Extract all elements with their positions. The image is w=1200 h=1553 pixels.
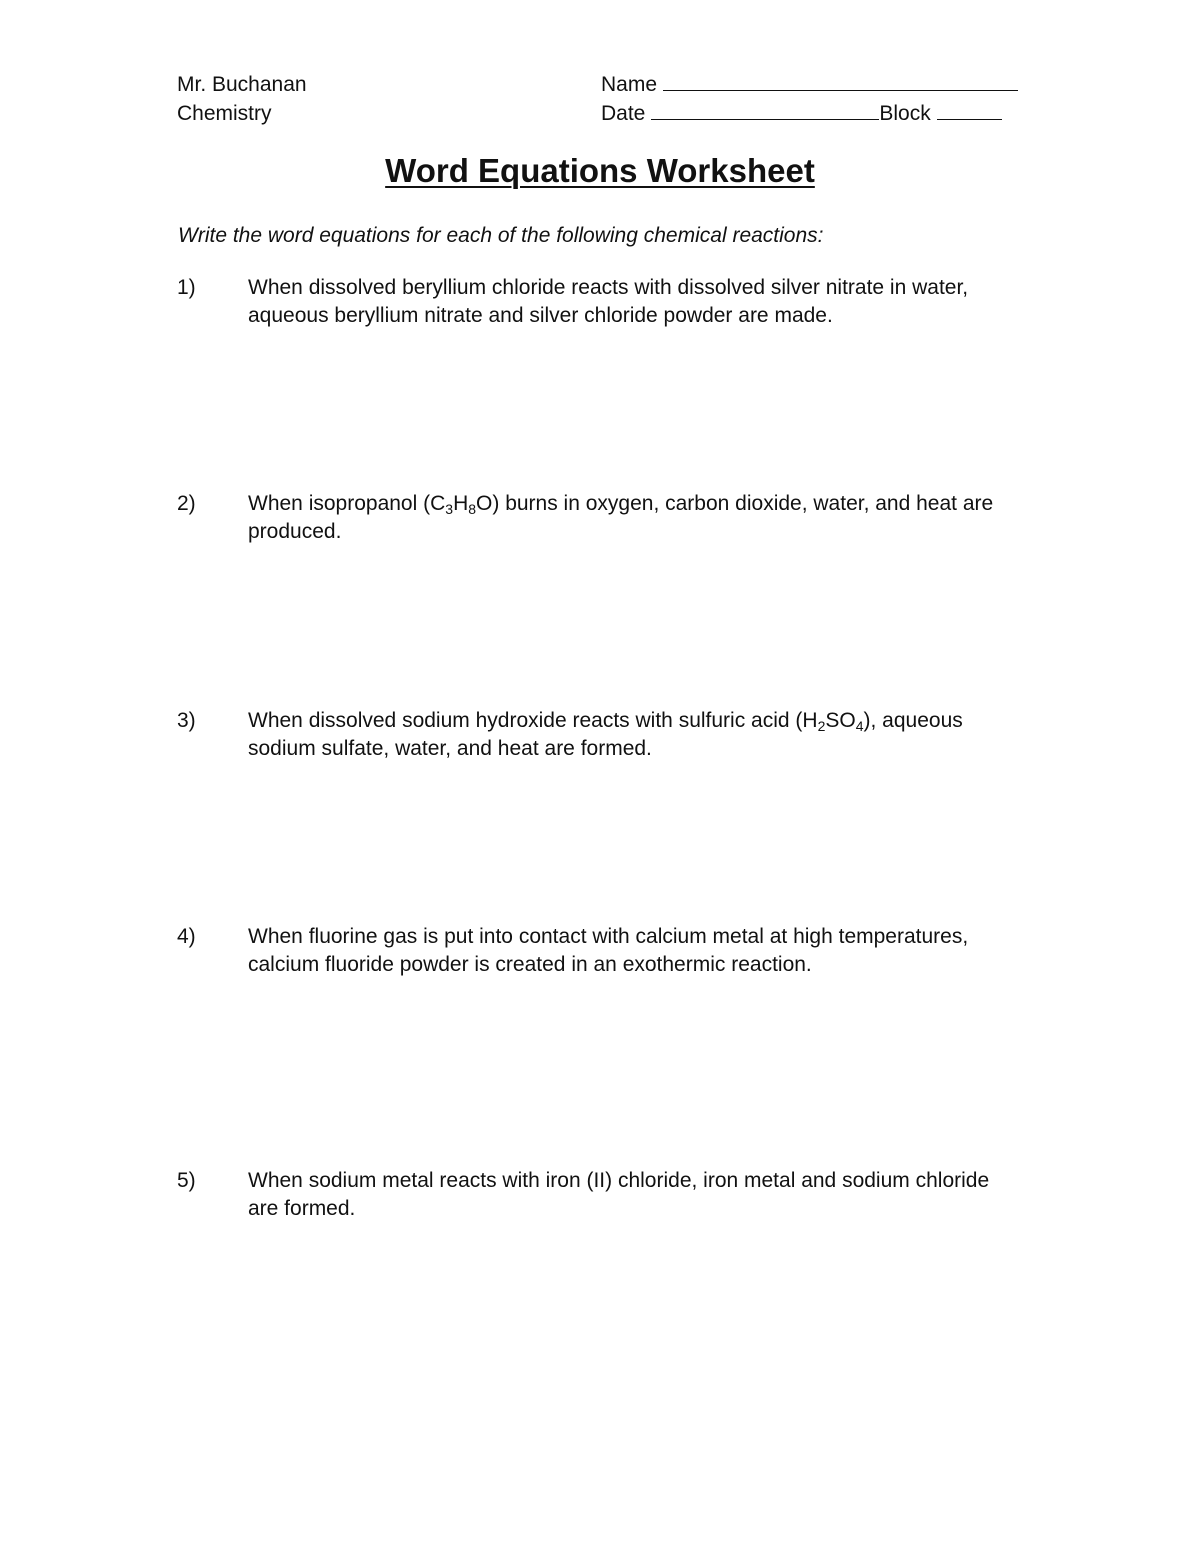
block-blank[interactable]: [937, 99, 1002, 120]
subject-name: Chemistry: [177, 102, 272, 125]
question-number: 4): [177, 925, 196, 948]
question-text-part: H: [453, 492, 469, 515]
question-number: 5): [177, 1169, 196, 1192]
name-blank[interactable]: [663, 70, 1018, 91]
date-label: Date: [601, 102, 646, 125]
question-text-part: SO: [825, 709, 856, 732]
subscript: 4: [855, 718, 864, 734]
question-number: 3): [177, 709, 196, 732]
question-text: When fluorine gas is put into contact with calcium metal at high temperatures, calcium fluoride powder is created in an exothermic reaction.: [248, 925, 969, 976]
subscript: 8: [468, 501, 477, 517]
question-text-part: ), aqueous sodium sulfate, water, and heat are formed.: [248, 709, 963, 760]
name-label: Name: [601, 73, 658, 96]
block-label: Block: [879, 102, 931, 125]
subscript: 3: [445, 501, 454, 517]
header-left: [177, 70, 307, 128]
teacher-name: Mr. Buchanan: [177, 73, 307, 96]
question-text-part: When dissolved sodium hydroxide reacts with sulfuric acid (H: [248, 709, 818, 732]
question-text: When sodium metal reacts with iron (II) chloride, iron metal and sodium chloride are formed.: [248, 1169, 990, 1220]
question-text: [248, 490, 1018, 546]
question-text-part: O) burns in oxygen, carbon dioxide, water, and heat are produced.: [248, 492, 994, 543]
worksheet-title: Word Equations Worksheet: [385, 152, 815, 189]
question-text: [248, 707, 1018, 763]
date-blank[interactable]: [651, 99, 879, 120]
question-number: 1): [177, 276, 196, 299]
question-text-part: When isopropanol (C: [248, 492, 446, 515]
question-text: When dissolved beryllium chloride reacts with dissolved silver nitrate in water, aqueous beryllium nitrate and silver chloride powder are made.: [248, 276, 969, 327]
header-right: [601, 70, 1018, 128]
name-field-row: [601, 70, 1018, 99]
question-number: 2): [177, 492, 196, 515]
subscript: 2: [817, 718, 826, 734]
date-block-field-row: [601, 99, 1018, 128]
instructions: Write the word equations for each of the following chemical reactions:: [178, 224, 824, 247]
